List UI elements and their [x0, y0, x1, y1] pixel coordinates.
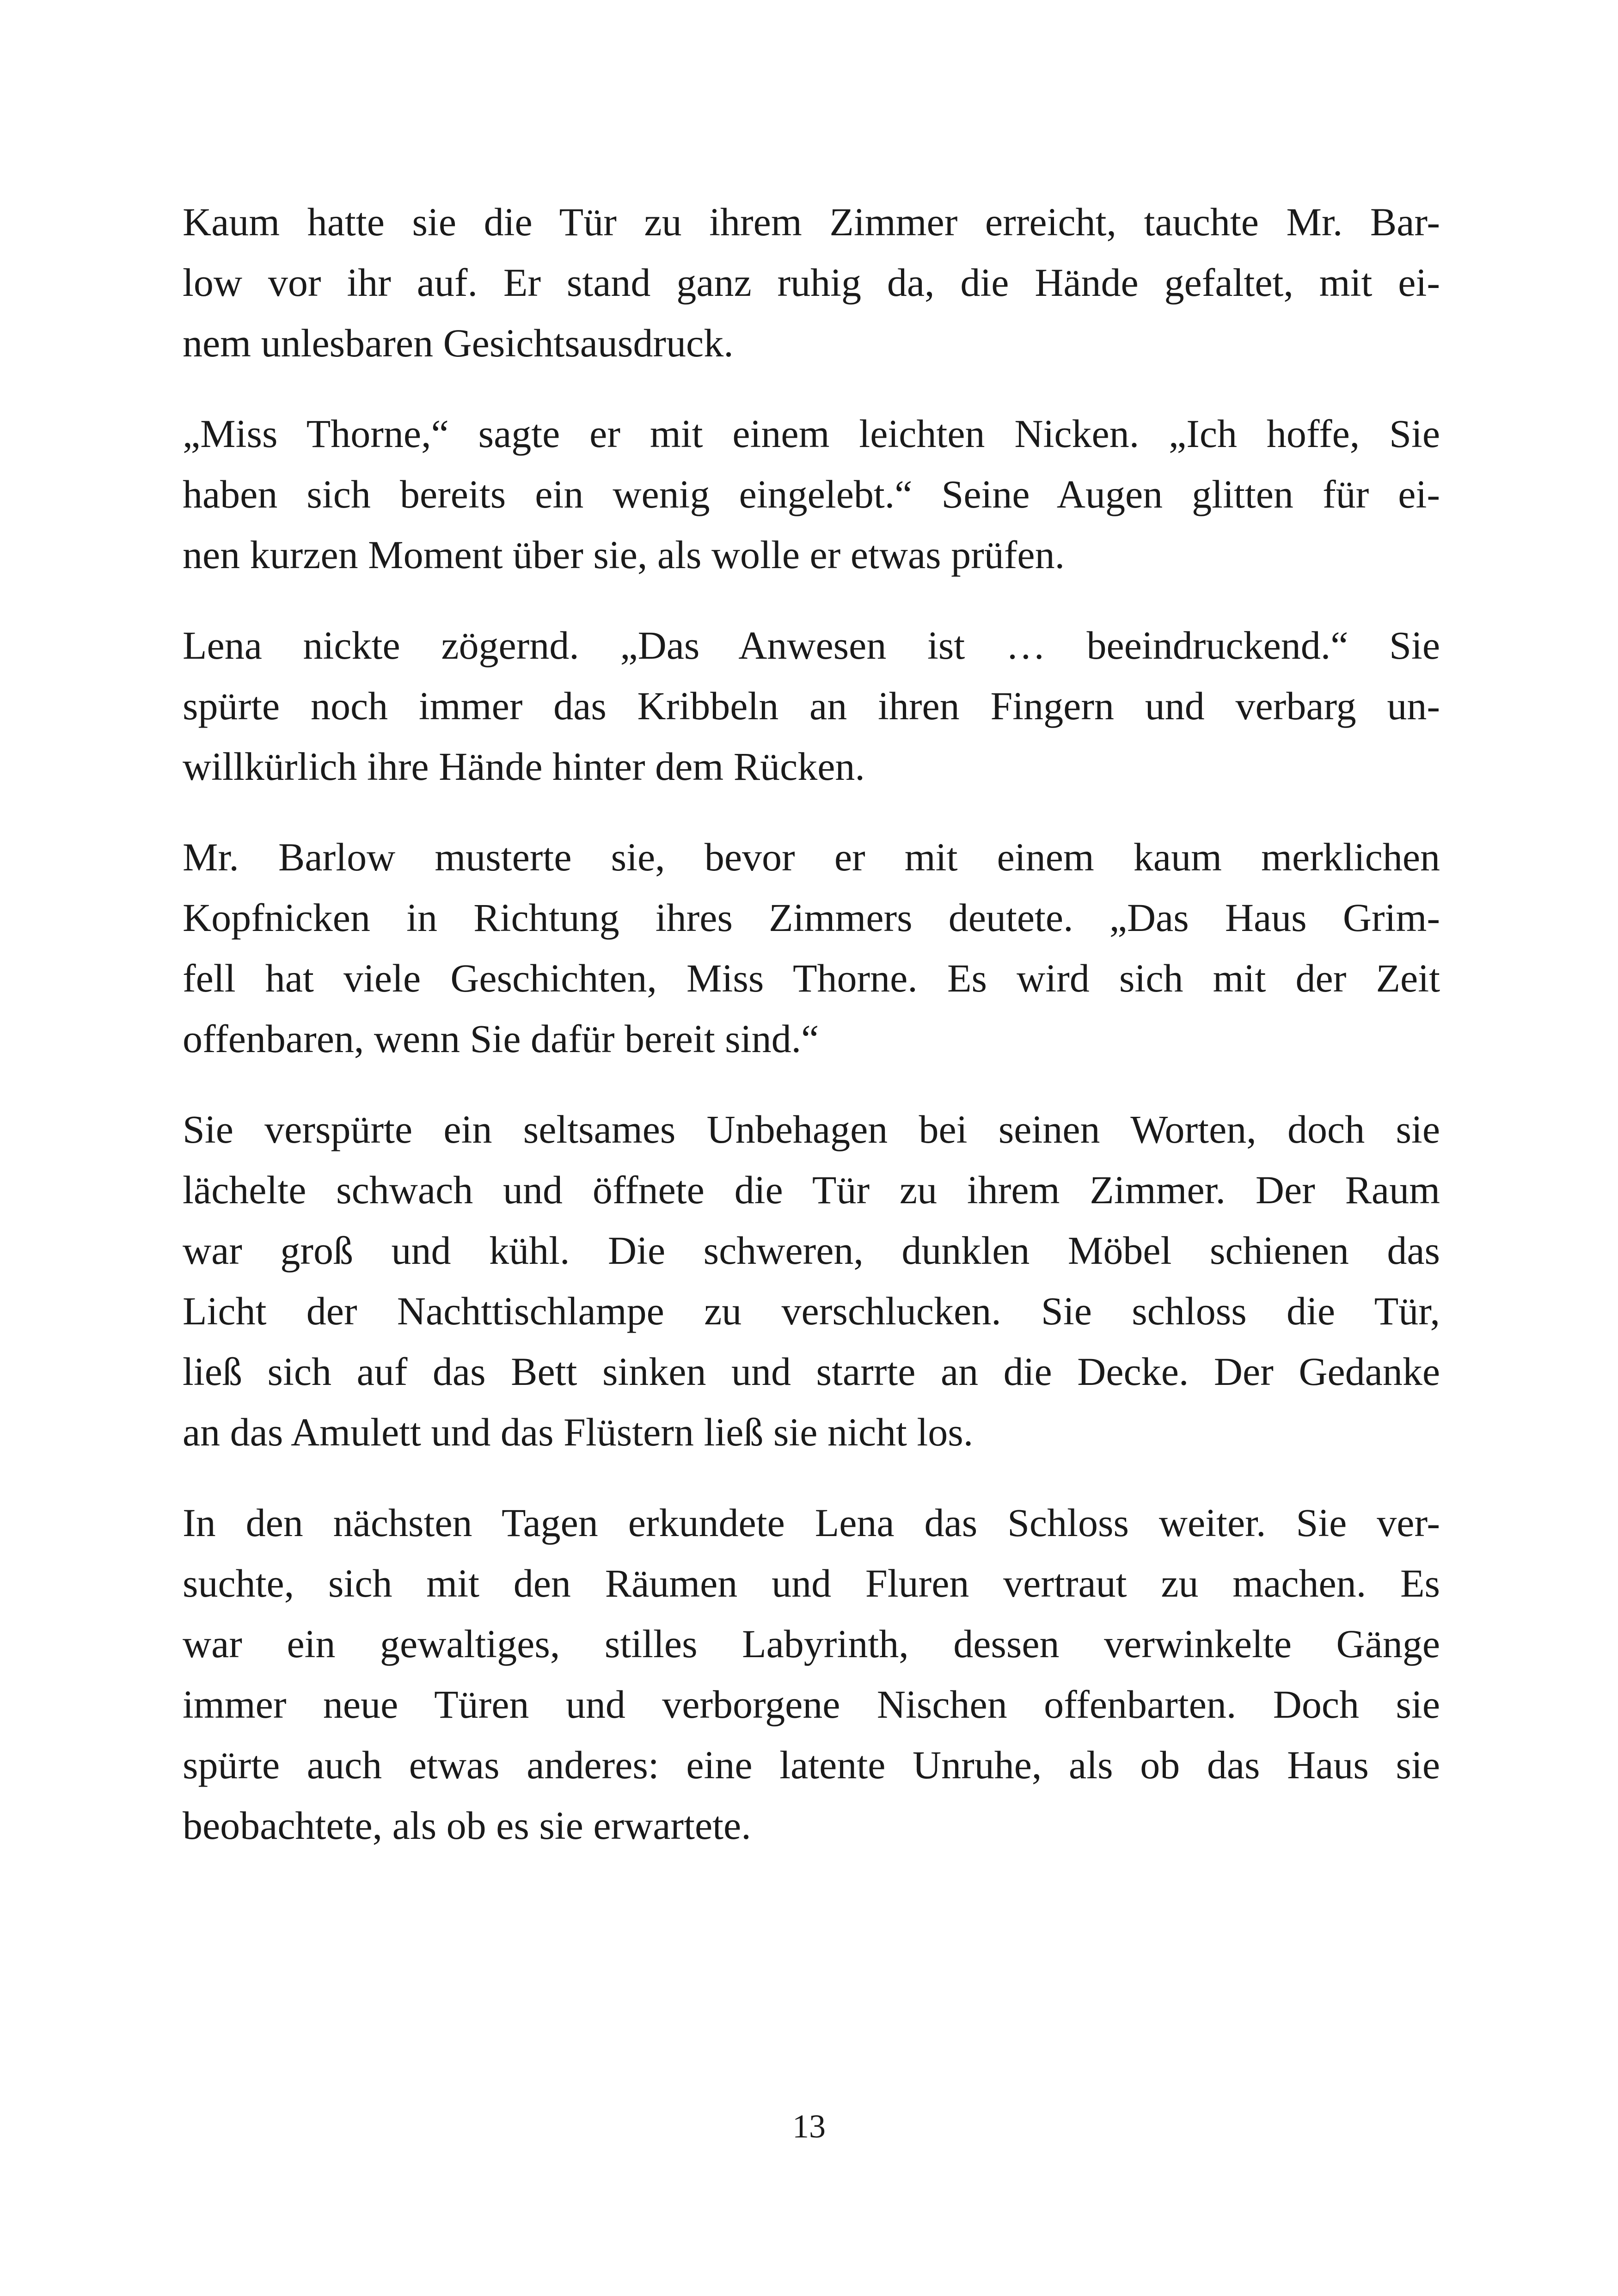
- text-line: Sie verspürte ein seltsames Unbehagen bei seinen Worten, doch sie: [183, 1107, 1440, 1151]
- body-text: [183, 192, 1440, 1886]
- text-line: lächelte schwach und öffnete die Tür zu ihrem Zimmer. Der Raum: [183, 1168, 1440, 1212]
- text-line: immer neue Türen und verborgene Nischen offenbarten. Doch sie: [183, 1682, 1440, 1727]
- text-line: low vor ihr auf. Er stand ganz ruhig da, die Hände gefaltet, mit ei-: [183, 260, 1440, 305]
- text-line: willkürlich ihre Hände hinter dem Rücken.: [183, 744, 865, 789]
- paragraph-5: [183, 1099, 1440, 1463]
- text-line: beobachtete, als ob es sie erwartete.: [183, 1803, 751, 1848]
- text-line: nen kurzen Moment über sie, als wolle er etwas prüfen.: [183, 533, 1065, 577]
- text-line: offenbaren, wenn Sie dafür bereit sind.“: [183, 1016, 819, 1061]
- text-line: Kaum hatte sie die Tür zu ihrem Zimmer erreicht, tauchte Mr. Bar-: [183, 200, 1440, 244]
- text-line: „Miss Thorne,“ sagte er mit einem leichten Nicken. „Ich hoffe, Sie: [183, 411, 1440, 456]
- paragraph-4: [183, 827, 1440, 1069]
- text-line: Licht der Nachttischlampe zu verschlucken. Sie schloss die Tür,: [183, 1289, 1440, 1333]
- paragraph-1: [183, 192, 1440, 373]
- page-number: 13: [792, 2108, 826, 2145]
- paragraph-2: [183, 404, 1440, 585]
- text-line: war groß und kühl. Die schweren, dunklen Möbel schienen das: [183, 1228, 1440, 1273]
- text-line: Mr. Barlow musterte sie, bevor er mit einem kaum merklichen: [183, 835, 1440, 879]
- text-line: war ein gewaltiges, stilles Labyrinth, dessen verwinkelte Gänge: [183, 1622, 1440, 1666]
- text-line: In den nächsten Tagen erkundete Lena das Schloss weiter. Sie ver-: [183, 1500, 1440, 1545]
- text-line: an das Amulett und das Flüstern ließ sie nicht los.: [183, 1410, 974, 1454]
- text-line: fell hat viele Geschichten, Miss Thorne. Es wird sich mit der Zeit: [183, 956, 1440, 1000]
- text-line: haben sich bereits ein wenig eingelebt.“ Seine Augen glitten für ei-: [183, 472, 1440, 516]
- text-line: spürte noch immer das Kribbeln an ihren Fingern und verbarg un-: [183, 684, 1440, 728]
- paragraph-3: [183, 615, 1440, 797]
- text-line: suchte, sich mit den Räumen und Fluren vertraut zu machen. Es: [183, 1561, 1440, 1605]
- text-line: ließ sich auf das Bett sinken und starrte an die Decke. Der Gedanke: [183, 1349, 1440, 1394]
- paragraph-6: [183, 1493, 1440, 1856]
- text-line: Lena nickte zögernd. „Das Anwesen ist … beeindruckend.“ Sie: [183, 623, 1440, 667]
- text-line: spürte auch etwas anderes: eine latente Unruhe, als ob das Haus sie: [183, 1743, 1440, 1787]
- text-line: nem unlesbaren Gesichtsausdruck.: [183, 321, 734, 365]
- text-line: Kopfnicken in Richtung ihres Zimmers deutete. „Das Haus Grim-: [183, 895, 1440, 940]
